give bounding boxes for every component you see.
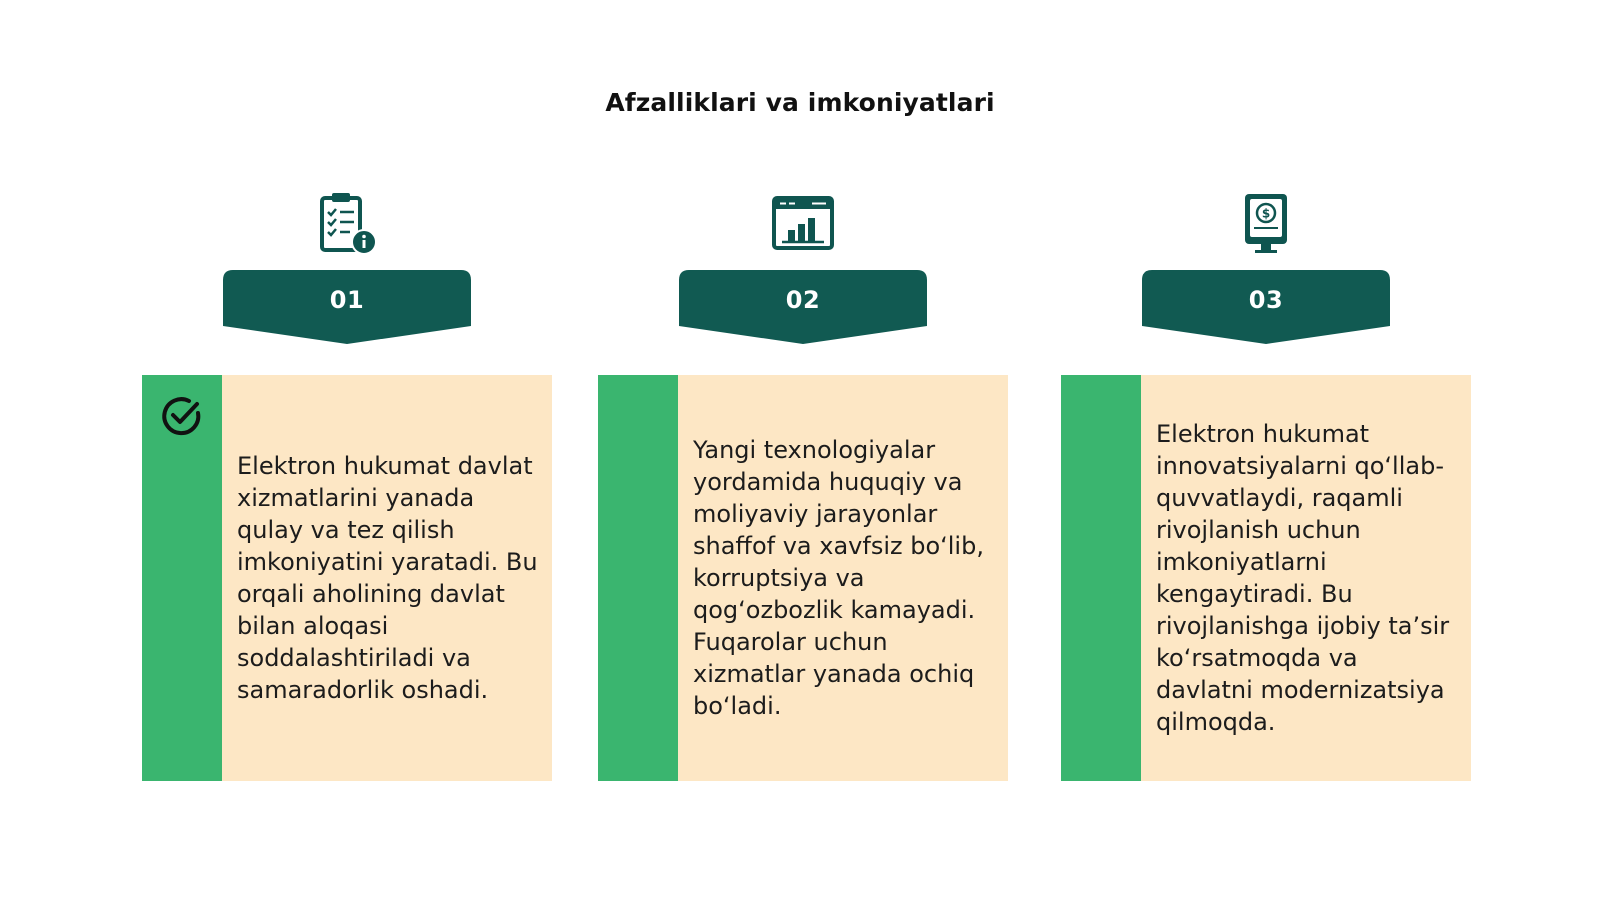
number-badge (223, 270, 471, 348)
number-badge (679, 270, 927, 348)
benefit-card (1061, 375, 1471, 781)
card-accent-stripe (142, 375, 222, 781)
benefit-column-2 (598, 0, 1008, 900)
page-title: Afzalliklari va imkoniyatlari (605, 88, 995, 117)
badge-number: 03 (1248, 286, 1284, 314)
card-accent-stripe (598, 375, 678, 781)
clipboard-checklist-icon (312, 188, 382, 258)
browser-bar-chart-icon (768, 188, 838, 258)
card-accent-stripe (1061, 375, 1141, 781)
card-text: Yangi texnologiyalar yordamida huquqiy va moliyaviy jarayonlar shaffof va xavfsiz bo‘lib, korruptsiya va qog‘ozbozlik kamayadi. Fuqarolar uchun xizmatlar yanada ochiq bo‘ladi. (693, 436, 984, 720)
card-text: Elektron hukumat innovatsiyalarni qo‘llab-quvvatlaydi, raqamli rivojlanish uchun imkoniyatlarni kengaytiradi. Bu rivojlanishga ijobiy ta’sir ko‘rsatmoqda va davlatni modernizatsiya qilmoqda. (1156, 420, 1450, 736)
check-circle-icon (159, 393, 205, 439)
svg-text:$: $ (1261, 206, 1271, 221)
benefit-card (142, 375, 552, 781)
monitor-dollar-icon (1231, 188, 1301, 258)
benefit-column-3 (1061, 0, 1471, 900)
card-text: Elektron hukumat davlat xizmatlarini yanada qulay va tez qilish imkoniyatini yaratadi. Bu orqali aholining davlat bilan aloqasi soddalashtiriladi va samaradorlik oshadi. (237, 452, 538, 704)
benefit-card (598, 375, 1008, 781)
benefit-column-1 (142, 0, 552, 900)
number-badge (1142, 270, 1390, 348)
badge-number: 01 (329, 286, 365, 314)
badge-number: 02 (785, 286, 821, 314)
